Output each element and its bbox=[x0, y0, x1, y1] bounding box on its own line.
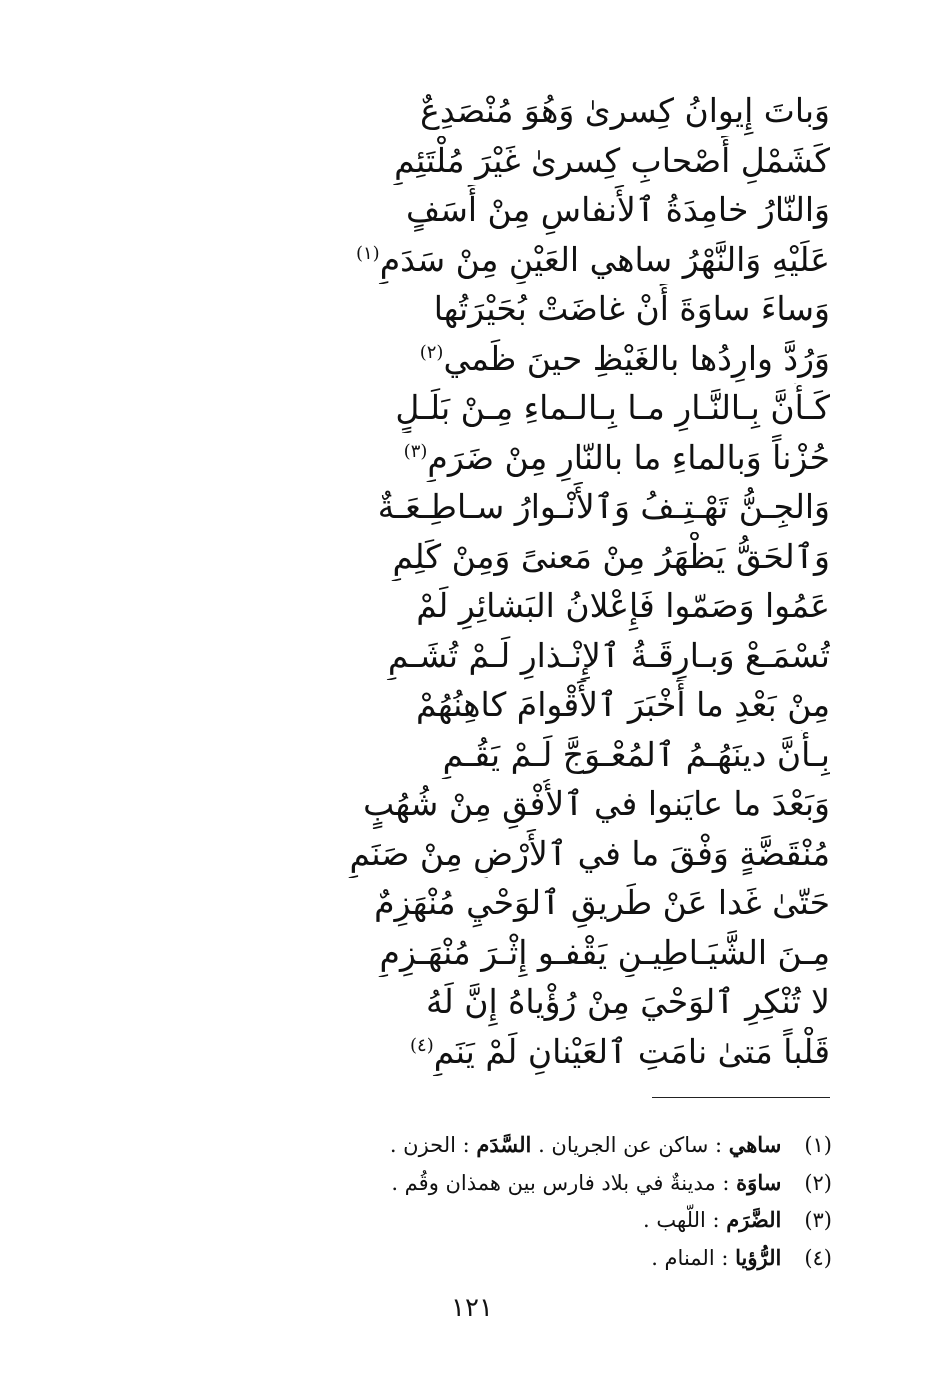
verse-line: عَلَيْهِ وَالنَّهْرُ ساهي العَيْنِ مِنْ سَدَمِ$^{(١)}$ bbox=[355, 239, 830, 279]
verse-line: بِـأَنَّ دينَهُـمُ ٱلمُعْـوَجَّ لَـمْ يَقُـمِ bbox=[442, 734, 830, 774]
verse-line: وَبَعْدَ ما عايَنوا في ٱلأُفْقِ مِنْ شُهُبٍ bbox=[363, 784, 830, 823]
footnote-text: : الحزن . bbox=[389, 1133, 477, 1157]
footnote-term: السَّدَم bbox=[476, 1132, 532, 1157]
verse-line: مِـنَ الشَّيَـاطِيـنِ يَقْفـو إِثْـرَ مُنْهَـزِمِ bbox=[379, 932, 830, 972]
verse-line: حُزْناً وَبالماءِ ما بالنّارِ مِنْ ضَرَمِ$^{(٣)}$ bbox=[403, 437, 830, 477]
verse-line: وَرُدَّ وارِدُها بالغَيْظِ حينَ ظَمي$^{(٢)}$ bbox=[419, 338, 830, 378]
footnote-ref: (٣) bbox=[403, 440, 428, 462]
footnote-number: (٣) bbox=[804, 1208, 832, 1232]
verse-line: وَباتَ إِيوانُ كِسرىٰ وَهُوَ مُنْصَدِعٌ bbox=[420, 91, 830, 130]
footnote-ref: (٢) bbox=[419, 341, 444, 363]
footnote-number: (٤) bbox=[804, 1245, 832, 1270]
verse-line: مُنْقَضَّةٍ وَفْقَ ما في ٱلأَرْضِ مِنْ صَنَمِ bbox=[349, 833, 830, 873]
footnote-2 bbox=[280, 1164, 832, 1202]
footnote-divider bbox=[652, 1097, 830, 1098]
footnote-text: : المنام . bbox=[651, 1245, 736, 1270]
footnote-term: الضَّرَم bbox=[726, 1207, 782, 1232]
verse-line: لا تُنْكِرِ ٱلوَحْيَ مِنْ رُؤْياهُ إِنَّ لَهُ bbox=[425, 982, 830, 1021]
verse-line: تُسْمَـعْ وَبـارِقَـةُ ٱلإِنْـذارِ لَـمْ تُشَـمِ bbox=[387, 635, 830, 675]
footnote-text: : اللّهب . bbox=[643, 1208, 727, 1232]
footnote-term: ساهي bbox=[728, 1132, 782, 1157]
footnote-text: : مدينةٌ في بلاد فارس بين همذان وقُم . bbox=[391, 1170, 737, 1195]
footnote-4 bbox=[280, 1239, 832, 1277]
verse-line: عَمُوا وَصَمّوا فَإِعْلانُ البَشائِرِ لَمْ bbox=[416, 586, 830, 625]
verse-line: وَٱلحَقُّ يَظْهَرُ مِنْ مَعنىً وَمِنْ كَلِمِ bbox=[392, 536, 830, 576]
verse-line: وَساءَ ساوَةَ أَنْ غاضَتْ بُحَيْرَتُها bbox=[433, 289, 830, 328]
footnote-term: الرُّؤيا bbox=[735, 1244, 782, 1270]
verse-line: وَالجِـنُّ تَهْـتِـفُ وَٱلأَنْـوارُ سـاطِـعَـةٌ bbox=[377, 487, 830, 526]
page-number: ١٢١ bbox=[451, 1293, 493, 1323]
footnotes bbox=[280, 1126, 832, 1276]
footnote-ref: (٤) bbox=[410, 1034, 434, 1056]
footnote-3 bbox=[280, 1201, 832, 1239]
verse-line: وَالنّارُ خامِدَةُ ٱلأَنفاسِ مِنْ أَسَفٍ bbox=[406, 190, 830, 229]
poem-verses bbox=[170, 86, 830, 1076]
verse-line: مِنْ بَعْدِ ما أَخْبَرَ ٱلأَقْوامَ كاهِنُهُمْ bbox=[415, 685, 830, 724]
footnote-term: ساوَة bbox=[736, 1169, 782, 1195]
footnote-number: (١) bbox=[804, 1133, 832, 1157]
footnote-1 bbox=[280, 1126, 832, 1164]
footnote-number: (٢) bbox=[804, 1170, 832, 1195]
footnote-ref: (١) bbox=[355, 242, 380, 264]
verse-line: كَـأَنَّ بِـالنَّـارِ مـا بِـالـماءِ مِـنْ بَلَـلٍ bbox=[395, 388, 830, 427]
verse-line: كَشَمْلِ أَصْحابِ كِسرىٰ غَيْرَ مُلْتَئِمِ bbox=[394, 140, 830, 180]
verse-line: قَلْباً مَتىٰ نامَتِ ٱلعَيْنانِ لَمْ يَنَمِ$^{(٤)}$ bbox=[410, 1031, 830, 1071]
verse-line: حَتّىٰ غَدا عَنْ طَريقِ ٱلوَحْيِ مُنْهَزِمٌ bbox=[374, 883, 830, 922]
footnote-text: : ساكن عن الجريان . bbox=[531, 1133, 729, 1157]
